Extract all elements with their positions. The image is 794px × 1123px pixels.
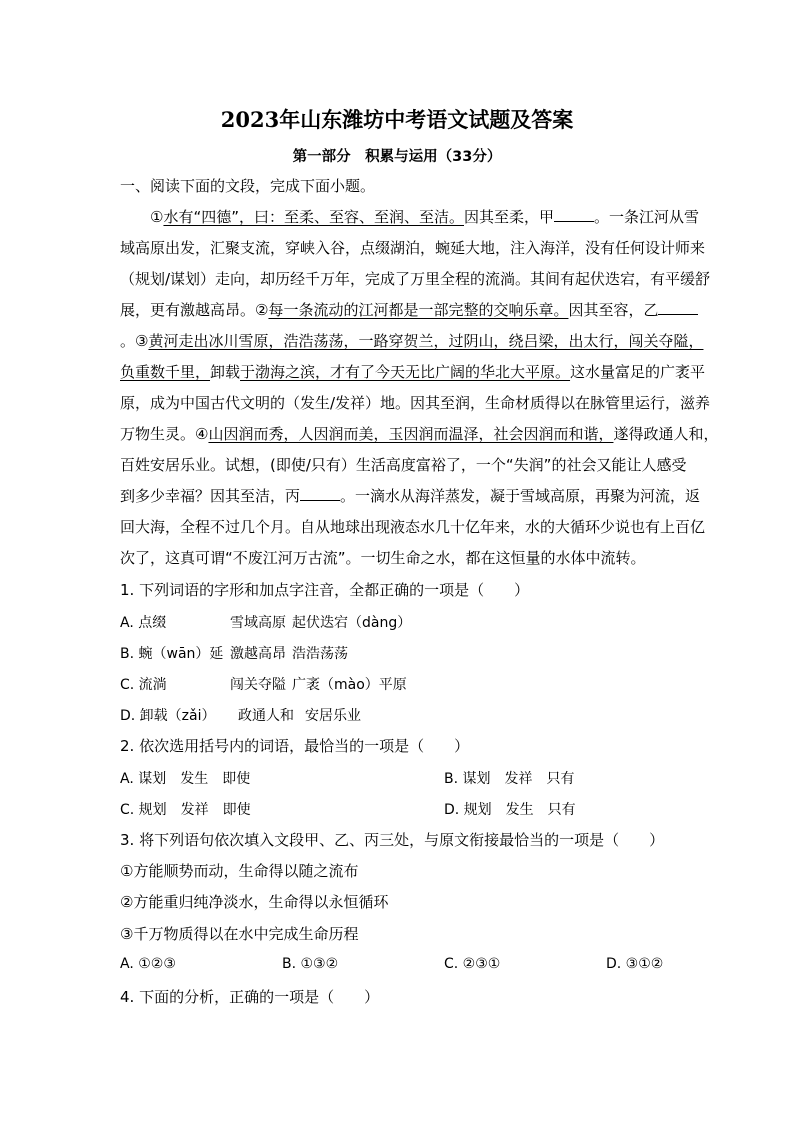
underlined-sentence: 负重数千里， [120, 363, 211, 381]
passage-text: 域高原出发，汇聚支流，穿峡入谷，点缀湖泊，蜿延大地，注入海洋，没有任何设计师来 [120, 239, 706, 257]
passage-text: 次了，这真可谓“不废江河万古流”。一切生命之水，都在这恒量的水体中流转。 [120, 549, 646, 567]
underlined-sentence: 山因润而秀，人因润而美，玉因润而温泽，社会因润而和谐， [208, 425, 614, 443]
q3-item-3: ③千万物质得以在水中完成生命历程 [120, 925, 359, 943]
passage-text: （规划/谋划）走向，却历经千万年，完成了万里全程的流淌。其间有起伏迭宕，有平缓舒 [120, 270, 711, 288]
q1-option-b-part: 激越高昂 [230, 646, 286, 662]
q3-option-d: D. ③①② [606, 956, 664, 972]
passage-line [120, 486, 700, 506]
passage-line [120, 331, 703, 351]
passage-line [120, 424, 718, 444]
q3-stem: 3. 将下列语句依次填入文段甲、乙、丙三处，与原文衔接最恰当的一项是（ ） [120, 831, 665, 849]
q1-option-a-part: 雪域高原 [230, 615, 286, 631]
q1-option-c-part: C. 流淌 [120, 677, 167, 693]
section-subtitle: 第一部分 积累与运用（33分） [292, 149, 502, 165]
passage-line [120, 362, 705, 382]
underlined-sentence: 黄河走出冰川雪原，浩浩荡荡，一路穿贺兰，过阴山，绕吕梁，出太行，闯关夺隘， [148, 332, 704, 350]
passage-text: 。一滴水从海洋蒸发，凝于雪域高原，再聚为河流，返 [340, 487, 701, 505]
passage-line [120, 269, 710, 289]
q1-option-d-part: 安居乐业 [305, 708, 361, 724]
q3-option-b: B. ①③② [282, 956, 339, 972]
passage-line [120, 238, 705, 258]
answer-blank [658, 300, 698, 315]
q1-stem: 1. 下列词语的字形和加点字注音，全都正确的一项是（ ） [120, 581, 530, 599]
q3-option-a: A. ①②③ [120, 956, 176, 972]
q1-option-d-part: D. 卸载（zǎi） [120, 708, 216, 724]
passage-text: ① [120, 208, 164, 226]
passage-text: 回大海，全程不过几个月。自从地球出现液态水几十亿年来，水的大循环少说也有上百亿 [120, 518, 706, 536]
passage-text: 展，更有激越高昂。② [120, 301, 269, 319]
section-heading: 一、阅读下面的文段，完成下面小题。 [120, 177, 376, 195]
q1-option-b-part: 浩浩荡荡 [292, 646, 348, 662]
passage-text: 。③ [120, 332, 149, 350]
passage-line [120, 517, 705, 537]
q2-option-a: A. 谋划 发生 即使 [120, 771, 251, 787]
q1-option-a-part: A. 点缀 [120, 615, 167, 631]
q1-option-b-part: B. 蜿（wān）延 [120, 646, 224, 662]
q3-option-c: C. ②③① [444, 956, 501, 972]
document-title: 2023年山东潍坊中考语文试题及答案 [220, 107, 574, 132]
underlined-sentence: 每一条流动的江河都是一部完整的交响乐章。 [268, 301, 569, 319]
passage-text: 因其至柔，甲 [464, 208, 555, 226]
passage-text: 到多少幸福？因其至洁，丙 [120, 487, 301, 505]
passage-text: 因其至容，乙 [568, 301, 659, 319]
passage-line [120, 207, 699, 227]
answer-blank [300, 486, 340, 501]
q2-option-b: B. 谋划 发祥 只有 [444, 771, 575, 787]
passage-line [120, 548, 646, 568]
passage-text: 原，成为中国古代文明的（发生/发祥）地。因其至润，生命材质得以在脉管里运行，滋养 [120, 394, 711, 412]
q4-stem: 4. 下面的分析，正确的一项是（ ） [120, 988, 380, 1006]
q2-option-d: D. 规划 发生 只有 [444, 802, 576, 818]
underlined-sentence: 于渤海之滨，才有了今天无比广阔的华北大平原。 [240, 363, 571, 381]
passage-line [120, 393, 710, 413]
passage-text: 万物生灵。④ [120, 425, 209, 443]
passage-text: 卸载 [210, 363, 241, 381]
q1-option-d-part: 政通人和 [238, 708, 294, 724]
passage-line [120, 300, 698, 320]
passage-text: 。一条江河从雪 [594, 208, 700, 226]
answer-blank [554, 207, 594, 222]
q1-option-c-part: 闯关夺隘 [230, 677, 286, 693]
q2-stem: 2. 依次选用括号内的词语，最恰当的一项是（ ） [120, 737, 470, 755]
passage-text: 遂得政通人和， [613, 425, 719, 443]
q3-item-2: ②方能重归纯净淡水，生命得以永恒循环 [120, 893, 389, 911]
q1-option-a-part: 起伏迭宕（dàng） [292, 615, 412, 631]
passage-text: 百姓安居乐业。试想，(即使/只有）生活高度富裕了，一个“失润”的社会又能让人感受 [120, 456, 687, 474]
passage-text: 这水量富足的广袤平 [570, 363, 706, 381]
q1-option-c-part: 广袤（mào）平原 [292, 677, 407, 693]
passage-line [120, 455, 686, 475]
q2-option-c: C. 规划 发祥 即使 [120, 802, 251, 818]
q3-item-1: ①方能顺势而动，生命得以随之流布 [120, 862, 359, 880]
underlined-sentence: 水有“四德”，曰：至柔、至容、至润、至洁。 [163, 208, 464, 226]
